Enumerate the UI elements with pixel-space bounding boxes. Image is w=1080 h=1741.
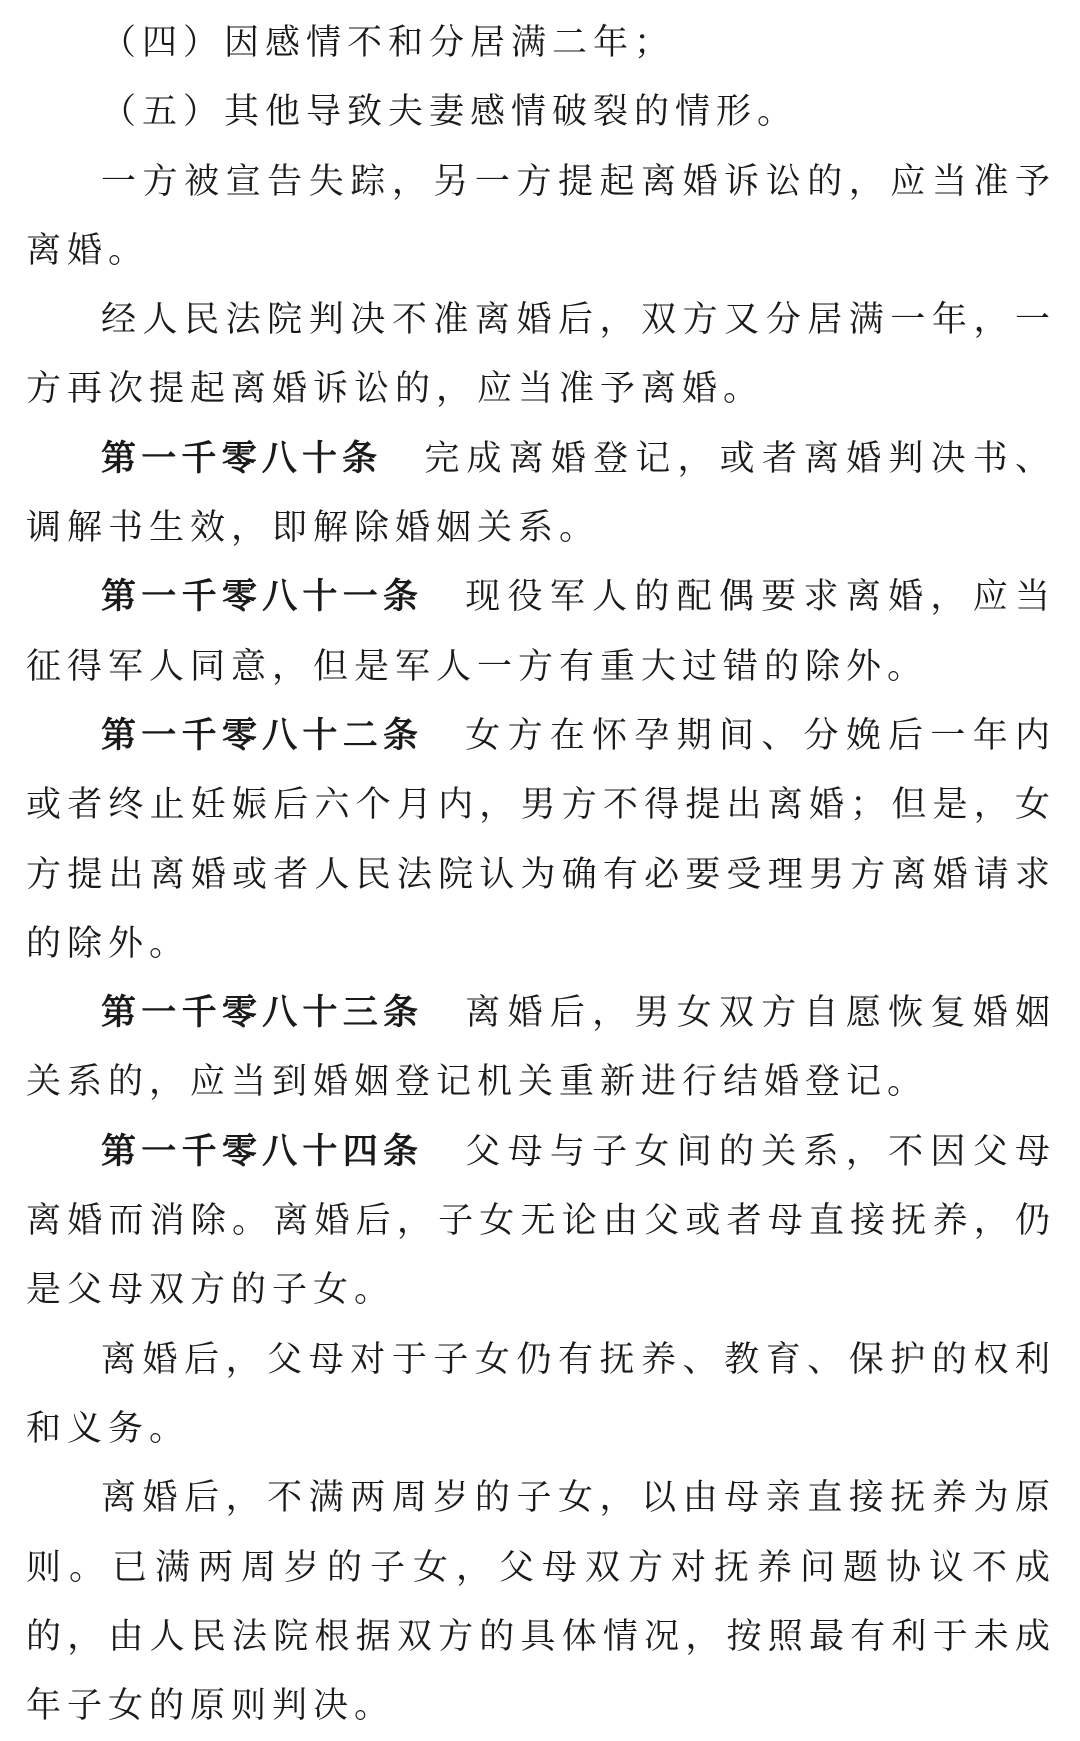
article-title: 第一千零八十三条 [101, 993, 424, 1034]
article-text: 父母与子女间的关系，不因父母离婚而消除。离婚后，子女无论由父或者母直接抚养，仍是父母双方的子女。 [26, 1131, 1056, 1311]
article-text: 完成离婚登记，或者离婚判决书、调解书生效，即解除婚姻关系。 [26, 438, 1056, 549]
article-1084 [26, 1118, 1056, 1326]
paragraph-text: 离婚后，父母对于子女仍有抚养、教育、保护的权利和义务。 [26, 1339, 1056, 1449]
article-1082 [26, 702, 1056, 979]
article-title: 第一千零八十二条 [101, 715, 424, 756]
article-title: 第一千零八十四条 [101, 1131, 424, 1172]
article-1081 [26, 563, 1056, 702]
paragraph-text: （五）其他导致夫妻感情破裂的情形。 [101, 92, 799, 133]
article-text: 离婚后，男女双方自愿恢复婚姻关系的，应当到婚姻登记机关重新进行结婚登记。 [26, 993, 1056, 1103]
article-1080 [26, 425, 1056, 564]
article-text: 现役军人的配偶要求离婚，应当征得军人同意，但是军人一方有重大过错的除外。 [26, 577, 1056, 687]
clause-item-4 [26, 9, 1056, 78]
paragraph-text: （四）因感情不和分居满二年； [101, 23, 676, 63]
article-1083 [26, 979, 1056, 1118]
paragraph-text: 经人民法院判决不准离婚后，双方又分居满一年，一方再次提起离婚诉讼的，应当准予离婚。 [26, 300, 1056, 410]
clause-item-5 [26, 78, 1056, 147]
article-text: 女方在怀孕期间、分娩后一年内或者终止妊娠后六个月内，男方不得提出离婚；但是，女方提出离婚或者人民法院认为确有必要受理男方离婚请求的除外。 [26, 715, 1056, 964]
article-title: 第一千零八十一条 [101, 577, 424, 618]
paragraph-text: 离婚后，不满两周岁的子女，以由母亲直接抚养为原则。已满两周岁的子女，父母双方对抚养问题协议不成的，由人民法院根据双方的具体情况，按照最有利于未成年子女的原则判决。 [26, 1478, 1056, 1727]
paragraph-text: 一方被宣告失踪，另一方提起离婚诉讼的，应当准予离婚。 [26, 161, 1056, 271]
paragraph [26, 1464, 1056, 1741]
paragraph [26, 286, 1056, 425]
paragraph [26, 1326, 1056, 1465]
paragraph [26, 148, 1056, 287]
article-title: 第一千零八十条 [101, 438, 383, 479]
document-body [26, 9, 1056, 1741]
